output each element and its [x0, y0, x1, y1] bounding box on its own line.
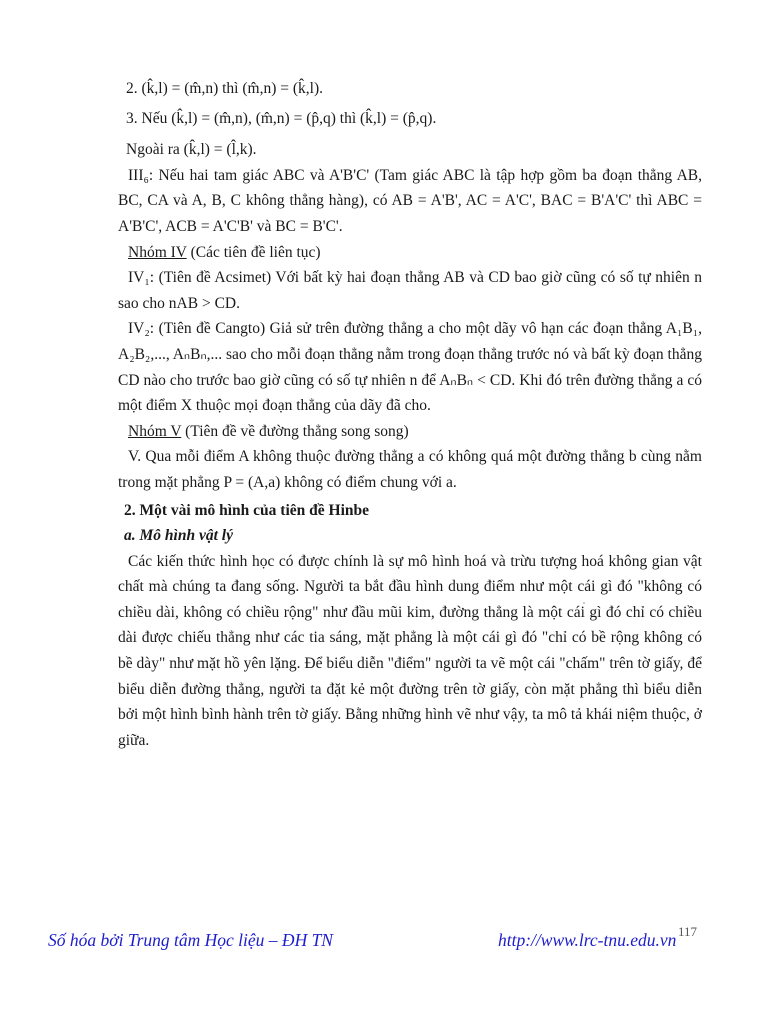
group5-subtitle: (Tiên đề về đường thẳng song song) — [181, 422, 409, 440]
iii6-text: Nếu hai tam giác ABC và A'B'C' (Tam giác ABC là tập hợp gồm ba đoạn thẳng AB, BC, CA và A, B, C không thẳng hàng), có AB = A'B', AC = A'C', BAC = B'A'C' thì ABC = A'B'C', ACB = A'C'B' và BC = B'C'. — [118, 166, 702, 235]
group4-subtitle: (Các tiên đề liên tục) — [186, 243, 321, 261]
paragraph-iii6 — [118, 163, 702, 240]
group5-title: Nhóm V — [128, 422, 182, 440]
paragraph-v: V. Qua mỗi điểm A không thuộc đường thẳng a có không quá một đường thẳng b cùng nằm trong mặt phẳng P = (A,a) không có điểm chung với a. — [118, 448, 702, 491]
axiom-line-2: 2. (k̂,l) = (m̂,n) thì (m̂,n) = (k̂,l). — [126, 80, 323, 97]
axiom-line-3: 3. Nếu (k̂,l) = (m̂,n), (m̂,n) = (p̂,q) thì (k̂,l) = (p̂,q). — [126, 109, 437, 127]
axiom-line-besides: Ngoài ra (k̂,l) = (l̂,k). — [126, 141, 257, 159]
group4-title: Nhóm IV — [128, 243, 187, 261]
page-content — [118, 76, 702, 753]
footer-credit: Số hóa bởi Trung tâm Học liệu – ĐH TN — [48, 930, 333, 950]
scan-speck — [583, 602, 585, 604]
paragraph-iv1: IV₁: (Tiên đề Acsimet) Với bất kỳ hai đoạn thẳng AB và CD bao giờ cũng có số tự nhiên n sao cho nAB > CD. — [118, 269, 702, 312]
page-number: 117 — [678, 924, 698, 939]
footer-url-link[interactable]: http://www.lrc-tnu.edu.vn — [498, 930, 677, 950]
group4-heading — [118, 240, 702, 266]
section-heading-2: 2. Một vài mô hình của tiên đề Hinbe — [124, 501, 370, 519]
group5-heading — [118, 419, 702, 445]
iii6-label: III₆: — [128, 166, 154, 184]
footer — [0, 930, 768, 960]
subsection-heading-a: a. Mô hình vật lý — [124, 527, 233, 545]
paragraph-physical-model: Các kiến thức hình học có được chính là sự mô hình hoá và trừu tượng hoá không gian vật chất mà chúng ta đang sống. Người ta bắt đầu hình dung điểm như một cái gì đó "không có chiều dài, không có chiều rộng" như đầu mũi kim, đường thẳng là một cái gì đó chỉ có chiều dài được chiếu thẳng như các tia sáng, mặt phẳng là một cái gì đó "chỉ có bề rộng không có bề dày" như mặt hồ yên lặng. Để biểu diễn "điểm" người ta vẽ một cái "chấm" trên tờ giấy, để biểu diễn đường thẳng, người ta đặt kẻ một đường trên tờ giấy, còn mặt phẳng thì biểu diễn bởi một hình bình hành trên tờ giấy. Bằng những hình vẽ như vậy, ta mô tả khái niệm thuộc, ở giữa. — [118, 552, 702, 749]
paragraph-iv2: IV₂: (Tiên đề Cangto) Giả sử trên đường thẳng a cho một dãy vô hạn các đoạn thẳng A₁B₁, A₂B₂,..., AₙBₙ,... sao cho mỗi đoạn thẳng nằm trong đoạn thẳng trước nó và bất kỳ đoạn thẳng CD nào cho trước bao giờ cũng có số tự nhiên n để AₙBₙ < CD. Khi đó trên đường thẳng a có một điểm X thuộc mọi đoạn thẳng của dãy đã cho. — [118, 320, 702, 415]
